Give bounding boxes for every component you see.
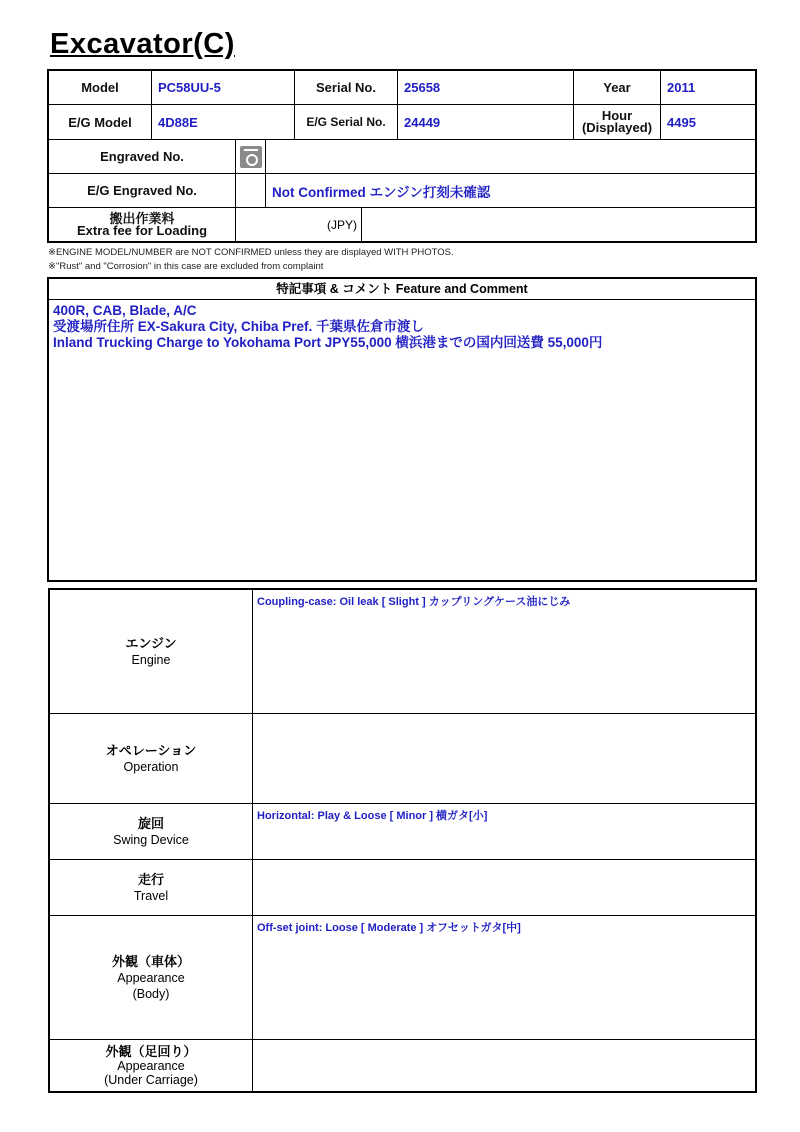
eg-model-value: 4D88E xyxy=(152,105,295,140)
camera-icon[interactable] xyxy=(240,146,262,168)
engraved-value xyxy=(266,140,755,174)
row-label-en: Appearance xyxy=(117,970,185,985)
hour-value: 4495 xyxy=(661,105,755,140)
row-comment: Horizontal: Play & Loose [ Minor ] 横ガタ[小] xyxy=(257,810,488,822)
extra-fee-currency: (JPY) xyxy=(236,208,362,241)
extra-fee-label-en: Extra fee for Loading xyxy=(76,222,208,238)
engine-note: ※ENGINE MODEL/NUMBER are NOT CONFIRMED unless they are displayed WITH PHOTOS. xyxy=(48,247,454,258)
hour-label-line2: (Displayed) xyxy=(581,120,653,135)
rust-note: ※"Rust" and "Corrosion" in this case are excluded from complaint xyxy=(48,261,324,272)
row-label-en: Appearance xyxy=(117,1058,185,1073)
feature-comment-box xyxy=(47,277,757,582)
row-label-jp: 走行 xyxy=(137,871,164,887)
inspection-row-appearance-undercarriage xyxy=(50,1040,755,1091)
eg-serial-label: E/G Serial No. xyxy=(295,105,398,140)
feature-line: 受渡場所住所 EX-Sakura City, Chiba Pref. 千葉県佐倉市渡し xyxy=(53,319,425,334)
row-label-en: Travel xyxy=(133,888,169,903)
row-label-en: Engine xyxy=(131,652,171,667)
row-label-en2: (Body) xyxy=(132,986,170,1001)
inspection-row-appearance-body xyxy=(50,916,755,1040)
row-label-en: Swing Device xyxy=(113,832,189,847)
feature-line: Inland Trucking Charge to Yokohama Port JPY55,000 横浜港までの国内回送費 55,000円 xyxy=(53,335,603,350)
row-label xyxy=(50,590,253,713)
hour-label xyxy=(574,105,661,140)
year-label: Year xyxy=(574,71,661,105)
eg-engraved-value: Not Confirmed エンジン打刻未確認 xyxy=(266,174,755,208)
row-comment: Off-set joint: Loose [ Moderate ] オフセットガタ[中] xyxy=(257,922,521,934)
feature-body xyxy=(49,300,755,354)
row-label-jp: 外観（車体） xyxy=(111,953,190,969)
serial-label: Serial No. xyxy=(295,71,398,105)
model-label: Model xyxy=(49,71,152,105)
row-label xyxy=(50,916,253,1039)
engraved-label: Engraved No. xyxy=(49,140,236,174)
eg-engraved-label: E/G Engraved No. xyxy=(49,174,236,208)
inspection-row-engine xyxy=(50,590,755,714)
row-label-jp: エンジン xyxy=(125,635,177,651)
row-label xyxy=(50,804,253,859)
row-label-jp: オペレーション xyxy=(105,742,197,758)
spec-table xyxy=(47,69,757,243)
extra-fee-value xyxy=(362,208,755,241)
row-label xyxy=(50,860,253,915)
row-label-jp: 外観（足回り） xyxy=(105,1043,197,1059)
eg-serial-value: 24449 xyxy=(398,105,574,140)
eg-engraved-photo-cell xyxy=(236,174,266,208)
extra-fee-label-jp: 搬出作業料 xyxy=(109,210,175,226)
hour-label-line1: Hour xyxy=(601,108,633,123)
inspection-row-operation xyxy=(50,714,755,804)
inspection-table xyxy=(48,588,757,1093)
inspection-row-travel xyxy=(50,860,755,916)
row-label-jp: 旋回 xyxy=(137,815,164,831)
feature-line: 400R, CAB, Blade, A/C xyxy=(53,303,197,318)
inspection-row-swing xyxy=(50,804,755,860)
page-title: Excavator(C) xyxy=(50,28,235,60)
row-label-en: Operation xyxy=(123,759,179,774)
row-comment: Coupling-case: Oil leak [ Slight ] カップリングケース油にじみ xyxy=(257,596,571,608)
eg-model-label: E/G Model xyxy=(49,105,152,140)
serial-value: 25658 xyxy=(398,71,574,105)
row-label xyxy=(50,1040,253,1091)
year-value: 2011 xyxy=(661,71,755,105)
engraved-photo-cell xyxy=(236,140,266,174)
extra-fee-label xyxy=(49,208,236,241)
model-value: PC58UU-5 xyxy=(152,71,295,105)
feature-header: 特記事項 & コメント Feature and Comment xyxy=(49,279,755,300)
row-label xyxy=(50,714,253,803)
row-label-en2: (Under Carriage) xyxy=(104,1072,198,1087)
